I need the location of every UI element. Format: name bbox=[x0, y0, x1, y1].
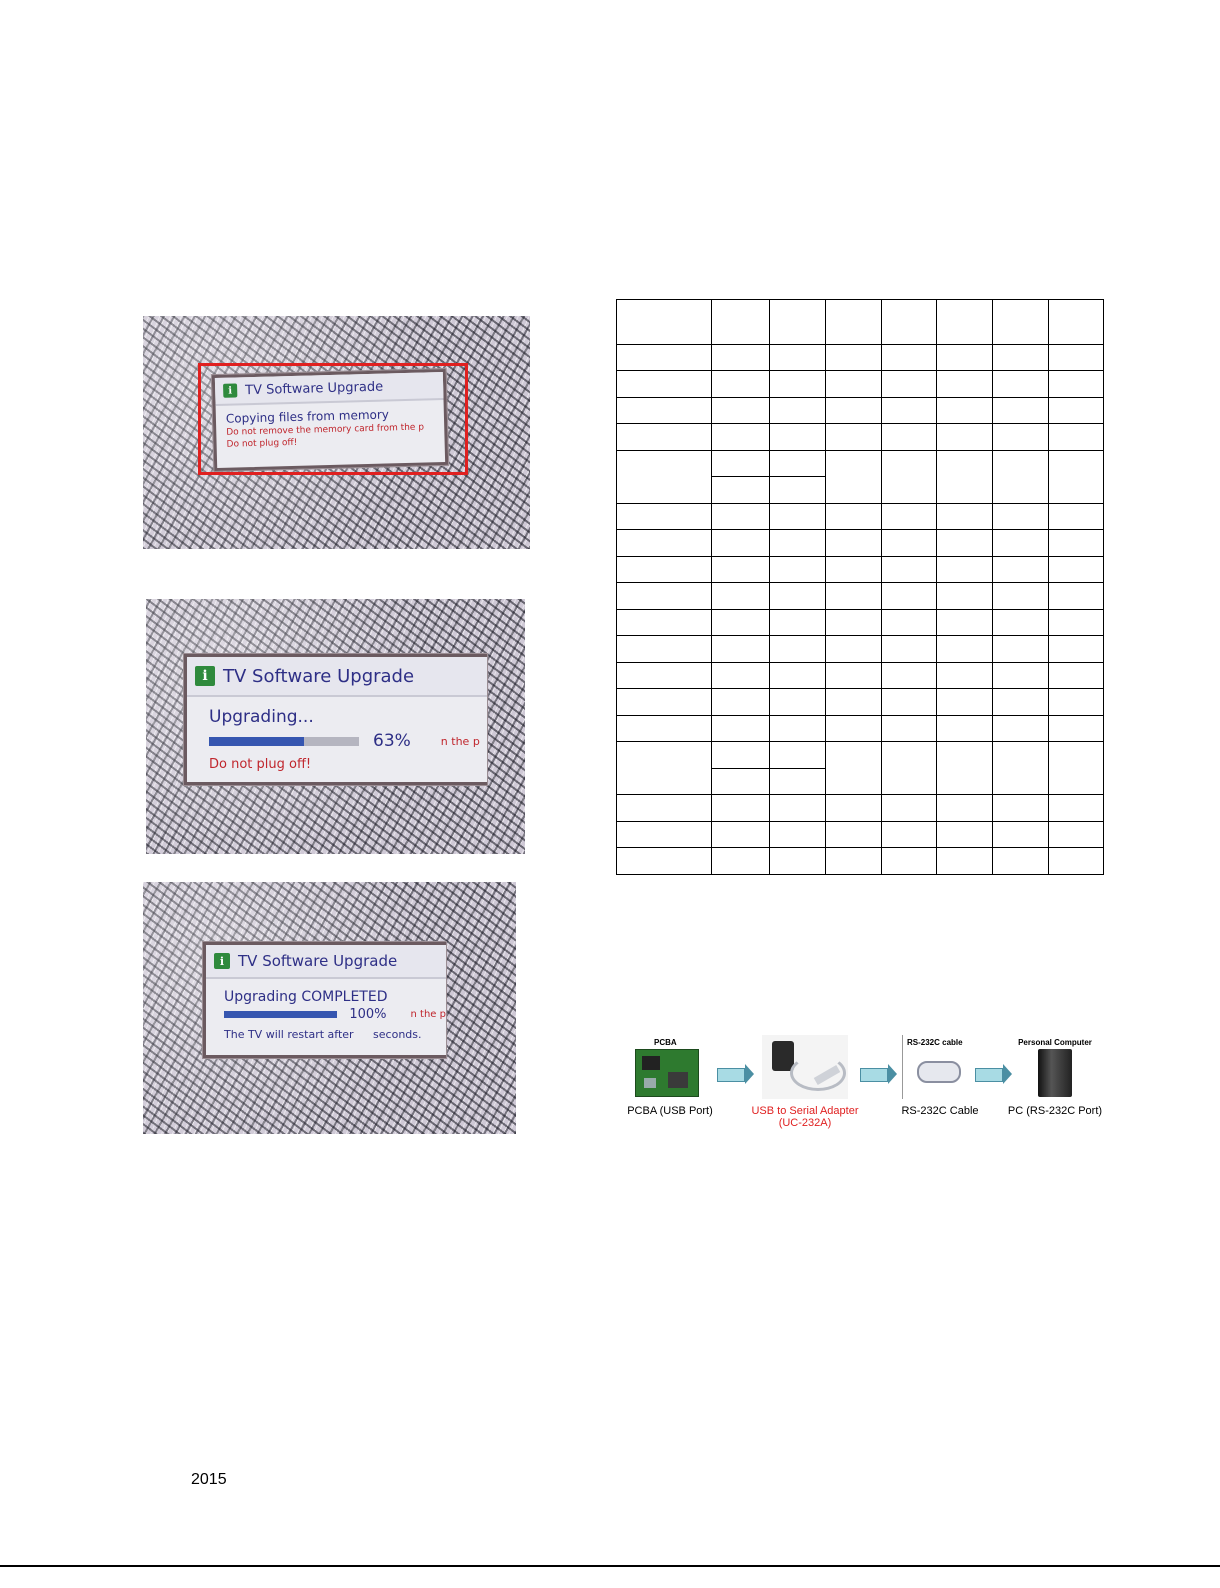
table-row bbox=[617, 795, 1104, 822]
node-adapter bbox=[745, 1035, 865, 1135]
usb-serial-adapter-icon bbox=[762, 1035, 848, 1099]
cutoff-text: n the p bbox=[440, 734, 480, 748]
info-icon: i bbox=[214, 953, 230, 969]
table-row bbox=[617, 530, 1104, 557]
table-row bbox=[617, 716, 1104, 742]
footer-year: 2015 bbox=[191, 1471, 227, 1488]
table-row bbox=[617, 822, 1104, 848]
table-row bbox=[617, 583, 1104, 610]
info-icon: i bbox=[195, 666, 215, 686]
restart-row bbox=[224, 1028, 446, 1041]
dialog-status: Upgrading COMPLETED bbox=[224, 989, 388, 1005]
footer-divider bbox=[0, 1565, 1220, 1567]
adapter-caption-line2: (UC-232A) bbox=[778, 1117, 832, 1129]
progress-row bbox=[224, 1007, 446, 1022]
table-row bbox=[617, 424, 1104, 451]
dialog-title: TV Software Upgrade bbox=[244, 379, 384, 398]
photo-completed bbox=[143, 882, 516, 1134]
dialog-warning: Do not plug off! bbox=[209, 757, 312, 772]
empty-data-table bbox=[616, 299, 1104, 875]
node-cable bbox=[890, 1035, 990, 1135]
dialog-warning-line1: Do not remove the memory card from the p bbox=[226, 422, 425, 438]
arrow-right-icon bbox=[975, 1068, 1003, 1082]
pcba-label: PCBA bbox=[654, 1038, 677, 1047]
pcba-caption: PCBA (USB Port) bbox=[627, 1105, 713, 1117]
progress-percent: 63% bbox=[373, 731, 411, 751]
progress-percent: 100% bbox=[349, 1007, 387, 1022]
pcba-board-icon bbox=[635, 1049, 699, 1097]
table-row bbox=[617, 848, 1104, 875]
node-pcba bbox=[620, 1035, 720, 1135]
dialog-header bbox=[206, 945, 446, 979]
dialog-status: Copying files from memory bbox=[225, 407, 390, 426]
dialog-title: TV Software Upgrade bbox=[238, 952, 398, 970]
cable-frame bbox=[902, 1035, 965, 1099]
photo-copying bbox=[143, 316, 530, 549]
photo-upgrading bbox=[146, 599, 525, 854]
cutoff-text: n the p bbox=[410, 1009, 446, 1020]
restart-text: The TV will restart after bbox=[224, 1028, 354, 1041]
upgrade-dialog-upgrading bbox=[184, 654, 487, 785]
cable-caption: RS-232C Cable bbox=[901, 1105, 979, 1117]
highlight-box bbox=[198, 363, 468, 475]
table-row bbox=[617, 689, 1104, 716]
pc-caption: PC (RS-232C Port) bbox=[1007, 1105, 1103, 1117]
progress-fill bbox=[209, 737, 304, 746]
pc-label: Personal Computer bbox=[1018, 1038, 1092, 1047]
table-row bbox=[617, 345, 1104, 371]
seconds-text: seconds. bbox=[373, 1028, 422, 1041]
table-row bbox=[617, 610, 1104, 636]
info-icon: i bbox=[223, 383, 237, 397]
table-row bbox=[617, 451, 1104, 477]
adapter-caption-line1: USB to Serial Adapter bbox=[751, 1105, 859, 1117]
table-row bbox=[617, 742, 1104, 769]
dialog-header bbox=[187, 657, 487, 697]
dialog-title: TV Software Upgrade bbox=[223, 665, 415, 687]
table-row bbox=[617, 300, 1104, 345]
table-row bbox=[617, 663, 1104, 689]
table-row bbox=[617, 636, 1104, 663]
dialog-warning-line2: Do not plug off! bbox=[226, 437, 298, 450]
table-row bbox=[617, 504, 1104, 530]
upgrade-dialog-completed bbox=[203, 942, 446, 1058]
progress-row bbox=[209, 731, 487, 751]
dialog-status: Upgrading... bbox=[209, 707, 314, 727]
serial-cable-icon bbox=[917, 1061, 961, 1083]
table-row bbox=[617, 557, 1104, 583]
table-row bbox=[617, 371, 1104, 398]
progress-bar bbox=[209, 737, 359, 746]
pc-tower-icon bbox=[1038, 1049, 1072, 1097]
progress-fill bbox=[224, 1011, 337, 1018]
arrow-right-icon bbox=[717, 1068, 745, 1082]
cable-label: RS-232C cable bbox=[907, 1038, 963, 1047]
table-row bbox=[617, 398, 1104, 424]
progress-bar bbox=[224, 1011, 337, 1018]
adapter-caption bbox=[745, 1105, 865, 1129]
arrow-right-icon bbox=[860, 1068, 888, 1082]
connection-chain bbox=[620, 1035, 1110, 1135]
node-pc bbox=[1000, 1035, 1110, 1135]
